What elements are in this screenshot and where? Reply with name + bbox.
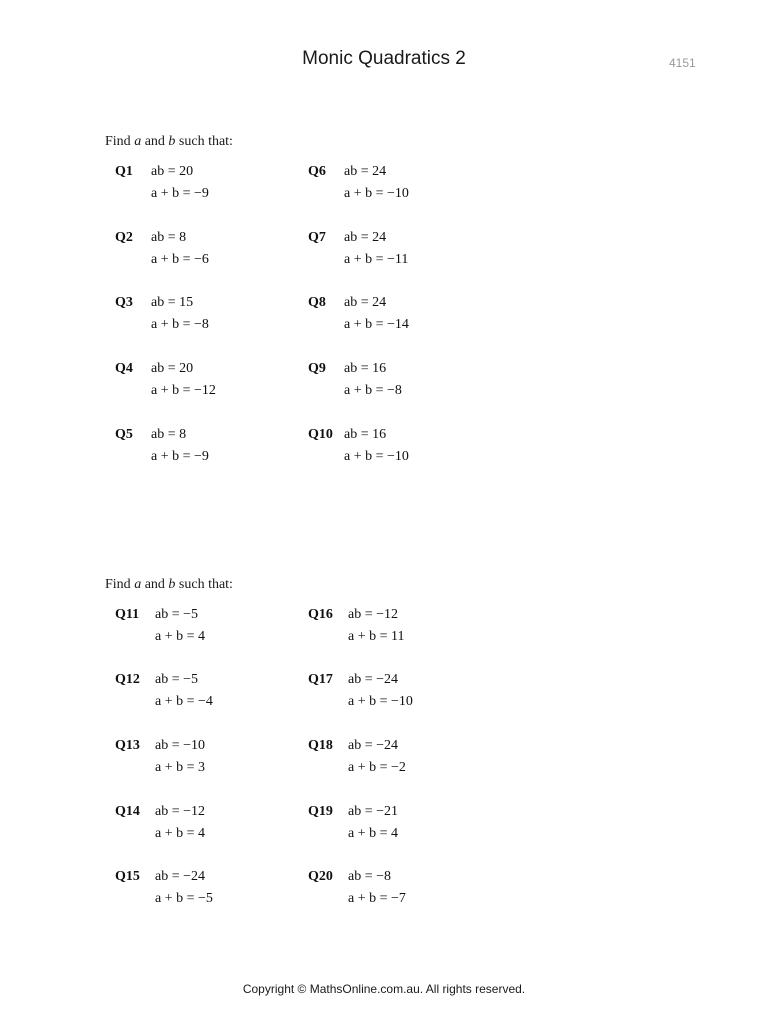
sum-equation: a + b = −11 xyxy=(344,252,409,267)
sum-equation: a + b = −9 xyxy=(151,186,209,201)
sum-equation: a + b = −2 xyxy=(348,760,406,775)
intro-suffix: such that: xyxy=(175,134,233,149)
sum-equation: a + b = −14 xyxy=(344,317,409,332)
intro-var-b: b xyxy=(168,134,176,149)
product-equation: ab = 20 xyxy=(151,361,194,376)
product-equation: ab = 24 xyxy=(344,230,387,245)
product-equation: ab = −5 xyxy=(155,672,199,687)
sum-equation: a + b = −6 xyxy=(151,252,209,267)
product-equation: ab = −21 xyxy=(348,804,399,819)
sum-equation: a + b = −10 xyxy=(348,694,413,709)
product-equation: ab = −10 xyxy=(155,738,206,753)
intro-var-a: a xyxy=(134,134,142,149)
sum-equation: a + b = 11 xyxy=(348,629,405,644)
sum-equation: a + b = 4 xyxy=(348,826,399,841)
sum-equation: a + b = 3 xyxy=(155,760,206,775)
question-label: Q19 xyxy=(308,804,333,819)
product-equation: ab = 8 xyxy=(151,427,187,442)
product-equation: ab = 16 xyxy=(344,361,387,376)
intro-suffix: such that: xyxy=(175,577,233,592)
product-equation: ab = 8 xyxy=(151,230,187,245)
page-title: Monic Quadratics 2 xyxy=(302,48,466,69)
intro-mid: and xyxy=(141,134,169,149)
sum-equation: a + b = −9 xyxy=(151,449,209,464)
sum-equation: a + b = 4 xyxy=(155,629,206,644)
intro-prefix: Find xyxy=(105,577,135,592)
product-equation: ab = 24 xyxy=(344,295,387,310)
sum-equation: a + b = −10 xyxy=(344,449,409,464)
product-equation: ab = −12 xyxy=(348,607,399,622)
product-equation: ab = 16 xyxy=(344,427,387,442)
question-label: Q17 xyxy=(308,672,333,687)
product-equation: ab = 24 xyxy=(344,164,387,179)
question-label: Q4 xyxy=(115,361,133,376)
question-label: Q13 xyxy=(115,738,140,753)
question-label: Q18 xyxy=(308,738,333,753)
product-equation: ab = −24 xyxy=(155,869,206,884)
section1-instruction xyxy=(105,134,233,150)
question-label: Q20 xyxy=(308,869,333,884)
intro-var-b: b xyxy=(168,577,176,592)
sum-equation: a + b = −8 xyxy=(344,383,402,398)
product-equation: ab = −24 xyxy=(348,672,399,687)
question-label: Q7 xyxy=(308,230,326,245)
question-label: Q11 xyxy=(115,607,140,622)
question-label: Q8 xyxy=(308,295,326,310)
question-label: Q2 xyxy=(115,230,133,245)
intro-prefix: Find xyxy=(105,134,135,149)
question-label: Q16 xyxy=(308,607,333,622)
product-equation: ab = −12 xyxy=(155,804,206,819)
question-label: Q9 xyxy=(308,361,326,376)
question-label: Q5 xyxy=(115,427,133,442)
copyright-footer: Copyright © MathsOnline.com.au. All rights reserved. xyxy=(242,982,526,996)
intro-var-a: a xyxy=(134,577,142,592)
product-equation: ab = 20 xyxy=(151,164,194,179)
section2-instruction xyxy=(105,577,233,593)
question-label: Q14 xyxy=(115,804,140,819)
sum-equation: a + b = −10 xyxy=(344,186,409,201)
question-label: Q6 xyxy=(308,164,326,179)
product-equation: ab = −8 xyxy=(348,869,392,884)
question-label: Q3 xyxy=(115,295,133,310)
sum-equation: a + b = 4 xyxy=(155,826,206,841)
worksheet-code: 4151 xyxy=(669,56,696,70)
sum-equation: a + b = −7 xyxy=(348,891,406,906)
question-label: Q12 xyxy=(115,672,140,687)
question-label: Q10 xyxy=(308,427,333,442)
sum-equation: a + b = −4 xyxy=(155,694,213,709)
product-equation: ab = 15 xyxy=(151,295,194,310)
product-equation: ab = −5 xyxy=(155,607,199,622)
sum-equation: a + b = −8 xyxy=(151,317,209,332)
sum-equation: a + b = −5 xyxy=(155,891,213,906)
sum-equation: a + b = −12 xyxy=(151,383,216,398)
question-label: Q15 xyxy=(115,869,140,884)
intro-mid: and xyxy=(141,577,169,592)
question-label: Q1 xyxy=(115,164,133,179)
product-equation: ab = −24 xyxy=(348,738,399,753)
